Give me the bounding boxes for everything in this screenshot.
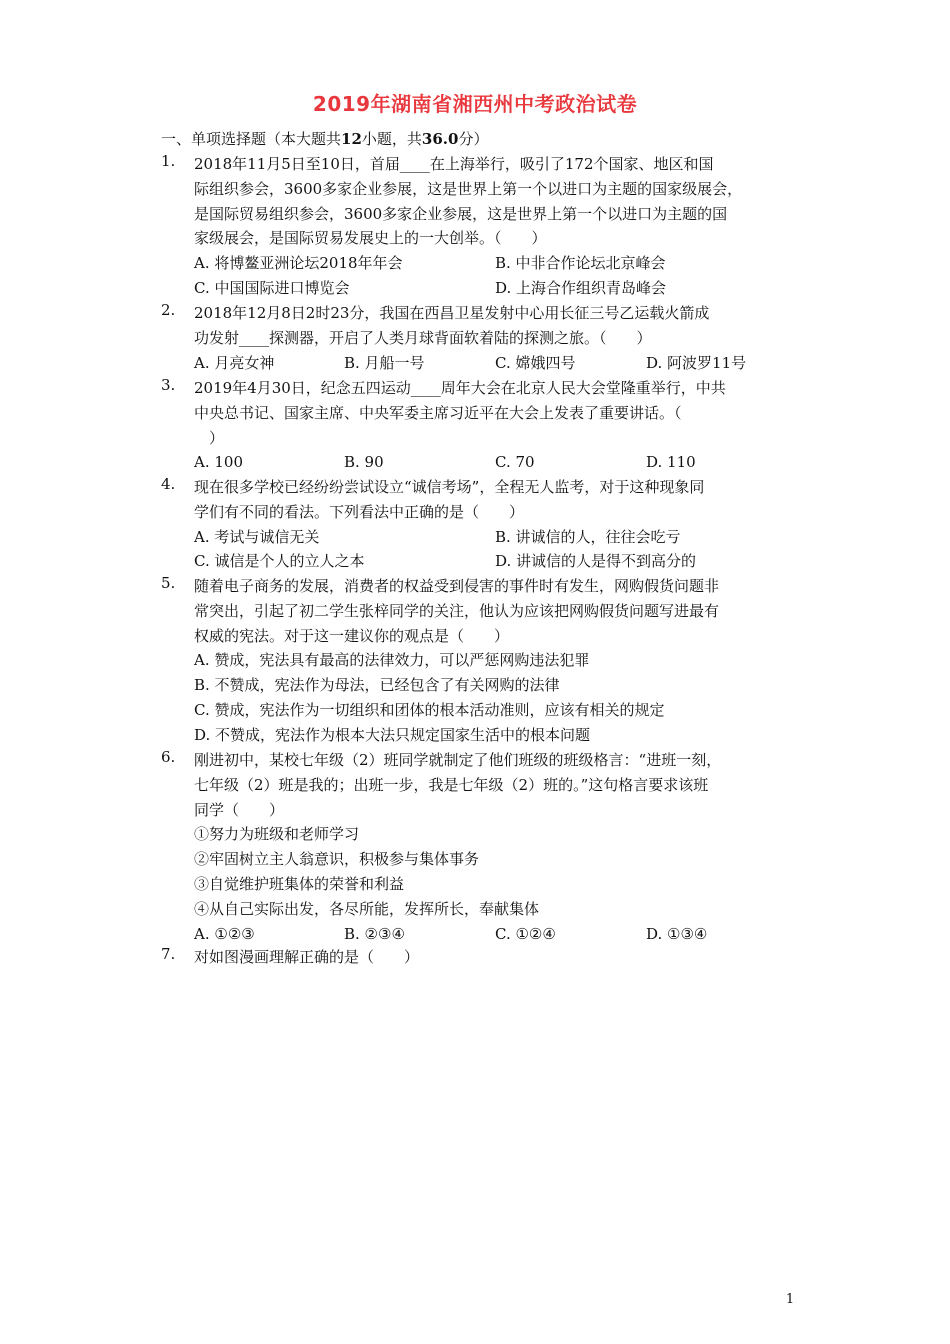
stem-line: 家级展会，是国际贸易发展史上的一大创举。（ ） [194,229,547,248]
option-d: D. 讲诚信的人是得不到高分的 [495,552,697,571]
option-b: B. 讲诚信的人，往往会吃亏 [495,527,681,546]
stem-line: 现在很多学校已经纷纷尝试设立“诚信考场”，全程无人监考，对于这种现象同 [194,478,705,496]
total-score: 36.0 [421,130,459,148]
stem-line: 刚进初中，某校七年级（2）班同学就制定了他们班级的班级格言：“进班一刻， [194,751,722,769]
options [194,450,801,475]
question-2 [161,301,801,375]
question-1 [161,152,801,301]
question-7 [161,945,801,970]
option-c: C. 中国国际进口博览会 [194,278,350,297]
option-row [194,698,801,723]
question-number: 5. [161,574,176,592]
section-prefix: 一、单项选择题（本大题共 [161,130,342,148]
stem-line: 中央总书记、国家主席、中央军委主席习近平在大会上发表了重要讲话。（ [194,403,682,422]
option-d: D. 阿波罗11号 [646,353,747,372]
section-header [161,128,488,149]
option-d: D. ①③④ [646,924,708,943]
option-d: D. 110 [646,453,696,472]
stem-line: 随着电子商务的发展，消费者的权益受到侵害的事件时有发生，网购假货问题非 [194,577,720,595]
options [194,351,801,376]
option-c: C. 70 [495,453,535,472]
option-b: B. ②③④ [344,924,405,943]
question-5 [161,574,801,748]
option-row [194,549,801,574]
option-row [194,922,801,947]
question-number: 7. [161,945,176,963]
question-3 [161,376,801,475]
question-stem [194,574,801,648]
question-number: 6. [161,748,176,766]
option-a: A. ①②③ [194,924,255,943]
stem-line: 际组织参会，3600多家企业参展，这是世界上第一个以进口为主题的国家级展会， [194,179,743,198]
option-a: A. 100 [194,453,243,472]
option-row [194,648,801,673]
statement-item: ①努力为班级和老师学习 [194,825,360,844]
option-a: A. 月亮女神 [194,353,275,372]
option-b: B. 月船一号 [344,353,425,372]
option-d: D. 不赞成，宪法作为根本大法只规定国家生活中的根本问题 [194,725,591,744]
option-row [194,723,801,748]
option-c: C. 嫦娥四号 [495,353,576,372]
question-4 [161,475,801,574]
option-c: C. 诚信是个人的立人之本 [194,552,365,571]
option-row [194,251,801,276]
question-number: 2. [161,301,176,319]
stem-line: 权威的宪法。对于这一建议你的观点是（ ） [194,626,510,645]
option-row [194,276,801,301]
section-mid: 小题，共 [361,130,422,148]
option-d: D. 上海合作组织青岛峰会 [495,278,667,297]
option-b: B. 中非合作论坛北京峰会 [495,254,666,273]
options [194,922,801,947]
option-b: B. 90 [344,453,384,472]
question-6 [161,748,801,946]
stem-line: ） [194,428,225,447]
stem-line: 是国际贸易组织参会，3600多家企业参展，这是世界上第一个以进口为主题的国 [194,204,728,223]
options [194,525,801,575]
option-row [194,450,801,475]
question-number: 3. [161,376,176,394]
option-row [194,525,801,550]
stem-line: 学们有不同的看法。下列看法中正确的是（ ） [194,502,525,521]
stem-line: 2019年4月30日，纪念五四运动____周年大会在北京人民大会堂隆重举行，中共 [194,379,726,397]
option-b: B. 不赞成，宪法作为母法，已经包含了有关网购的法律 [194,676,560,695]
option-a: A. 将博鳌亚洲论坛2018年年会 [194,254,403,273]
question-stem [194,475,801,525]
question-stem [194,945,801,970]
question-stem [194,152,801,251]
statement-item: ③自觉维护班集体的荣誉和利益 [194,874,405,893]
stem-line: 2018年12月8日2时23分，我国在西昌卫星发射中心用长征三号乙运载火箭成 [194,304,710,322]
stem-line: 对如图漫画理解正确的是（ ） [194,948,420,966]
options [194,648,801,747]
option-a: A. 赞成，宪法具有最高的法律效力，可以严惩网购违法犯罪 [194,651,590,670]
stem-line: 功发射____探测器，开启了人类月球背面软着陆的探测之旅。（ ） [194,328,652,347]
section-suffix: 分） [458,130,489,148]
statement-item: ②牢固树立主人翁意识，积极参与集体事务 [194,850,480,869]
options [194,251,801,301]
option-row [194,351,801,376]
statement-item: ④从自己实际出发，各尽所能，发挥所长，奉献集体 [194,899,540,918]
option-row [194,673,801,698]
stem-line: 2018年11月5日至10日，首届____在上海举行，吸引了172个国家、地区和国 [194,155,714,173]
stem-line: 常突出，引起了初二学生张梓同学的关注，他认为应该把网购假货问题写进最有 [194,601,720,620]
stem-line: 七年级（2）班是我的；出班一步，我是七年级（2）班的。”这句格言要求该班 [194,775,709,794]
option-c: C. 赞成，宪法作为一切组织和团体的根本活动准则，应该有相关的规定 [194,700,665,719]
stem-line: 同学（ ） [194,800,285,819]
page-title: 2019年湖南省湘西州中考政治试卷 [312,92,638,116]
question-number: 4. [161,475,176,493]
option-c: C. ①②④ [495,924,556,943]
question-stem [194,376,801,450]
question-count: 12 [341,130,362,148]
question-stem [194,748,801,822]
question-stem [194,301,801,351]
page-number: 1 [785,1292,795,1307]
option-a: A. 考试与诚信无关 [194,527,320,546]
question-number: 1. [161,152,176,170]
